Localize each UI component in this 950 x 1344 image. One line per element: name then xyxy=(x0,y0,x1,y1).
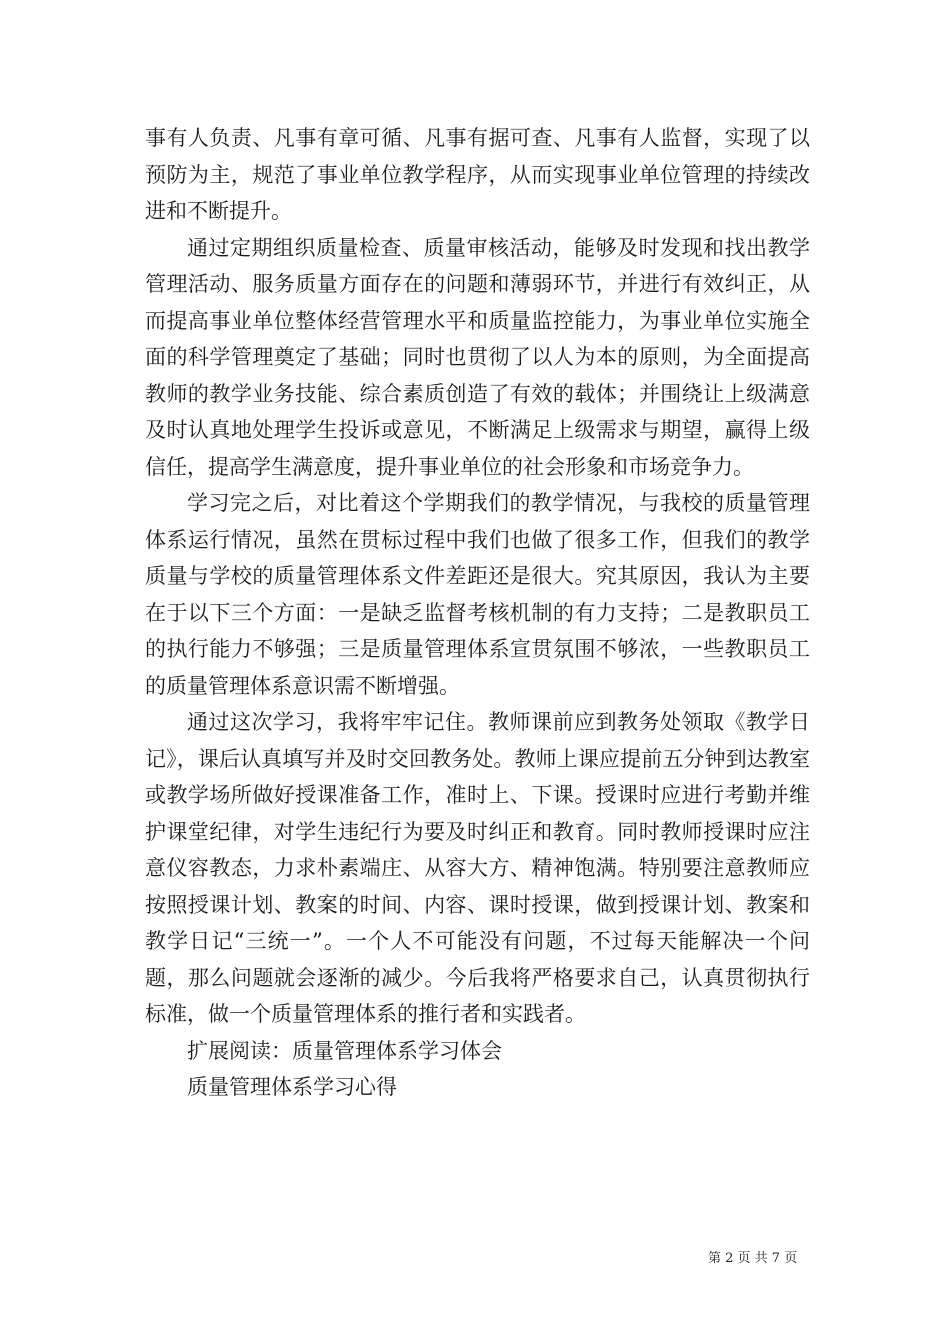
section-title-line: 质量管理体系学习心得 xyxy=(187,1075,397,1099)
paragraph-commitment: 通过这次学习，我将牢牢记住。教师课前应到教务处领取《教学日记》，课后认真填写并及时交回教务处。教师上课应提前五分钟到达教室或教学场所做好授课准备工作，准时上、下课。授课时应进行考勤并维护课堂纪律，对学生违纪行为要及时纠正和教育。同时教师授课时应注意仪容教态，力求朴素端庄、从容大方、精神饱满。特别要注意教师应按照授课计划、教案的时间、内容、课时授课，做到授课计划、教案和教学日记“三统一”。一个人不可能没有问题，不过每天能解决一个问题，那么问题就会逐渐的减少。今后我将严格要求自己，认真贯彻执行标准，做一个质量管理体系的推行者和实践者。 xyxy=(145,710,810,1026)
paragraph-quality-inspection: 通过定期组织质量检查、质量审核活动，能够及时发现和找出教学管理活动、服务质量方面存在的问题和薄弱环节，并进行有效纠正，从而提高事业单位整体经营管理水平和质量监控能力，为事业单位实施全面的科学管理奠定了基础；同时也贯彻了以人为本的原则，为全面提高教师的教学业务技能、综合素质创造了有效的载体；并围绕让上级满意及时认真地处理学生投诉或意见，不断满足上级需求与期望，赢得上级信任，提高学生满意度，提升事业单位的社会形象和市场竞争力。 xyxy=(145,235,810,479)
extended-reading-line: 扩展阅读：质量管理体系学习体会 xyxy=(187,1038,502,1063)
paragraph-continuation: 事有人负责、凡事有章可循、凡事有据可查、凡事有人监督，实现了以预防为主，规范了事业单位教学程序，从而实现事业单位管理的持续改进和不断提升。 xyxy=(145,126,810,223)
page-number-footer: 第 2 页 共 7 页 xyxy=(708,1251,798,1266)
paragraph-after-study: 学习完之后，对比着这个学期我们的教学情况，与我校的质量管理体系运行情况，虽然在贯标过程中我们也做了很多工作，但我们的教学质量与学校的质量管理体系文件差距还是很大。究其原因，我认为主要在于以下三个方面：一是缺乏监督考核机制的有力支持；二是教职员工的执行能力不够强；三是质量管理体系宣贯氛围不够浓，一些教职员工的质量管理体系意识需不断增强。 xyxy=(145,491,810,698)
document-body xyxy=(145,120,810,1106)
